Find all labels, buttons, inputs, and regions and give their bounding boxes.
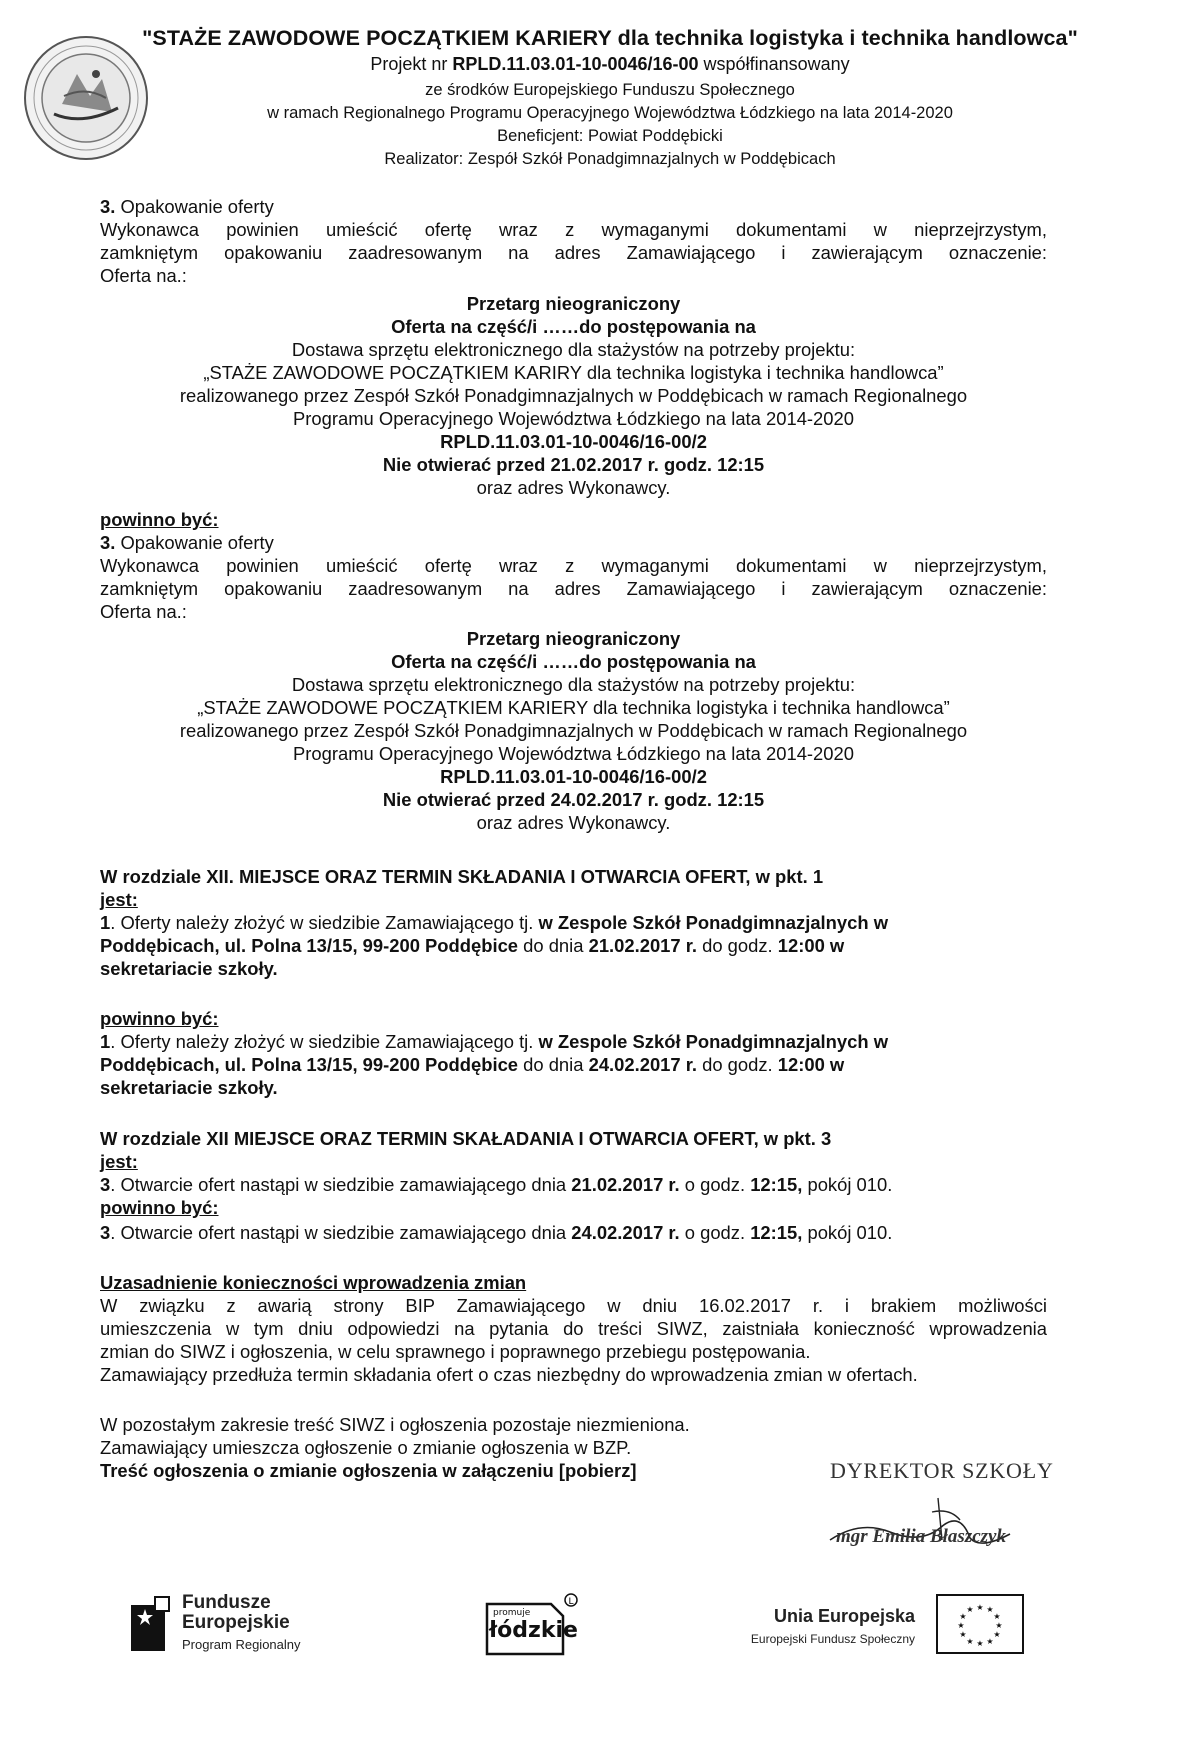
s2-heading [100, 532, 274, 555]
s1-num: 3. [100, 196, 116, 217]
s3-pb-l1 [100, 1031, 888, 1054]
s1-c1: Przetarg nieograniczony [466, 293, 681, 314]
s3-pb-l2-c: 24.02.2017 r. [588, 1054, 697, 1075]
svg-text:★: ★ [986, 1605, 994, 1614]
s3-pb-l3: sekretariacie szkoły. [100, 1077, 278, 1098]
header-line-3: w ramach Regionalnego Programu Operacyjnego Województwa Łódzkiego na lata 2014-2020 [267, 104, 953, 122]
s4-jest-e: pokój 010. [802, 1174, 893, 1195]
s1-c3: Dostawa sprzętu elektronicznego dla stażystów na potrzeby projektu: [291, 339, 856, 360]
s3-jest-l1-a: . Oferty należy złożyć w siedzibie Zamawiającego tj. [110, 912, 539, 933]
s2-heading-text: Opakowanie oferty [115, 532, 274, 553]
s3-pb-label: powinno być: [100, 1008, 219, 1029]
s1-para-l3: Oferta na.: [100, 265, 187, 286]
ue-line-1: Unia Europejska [773, 1606, 915, 1626]
s3-jest-l2-c: 21.02.2017 r. [588, 935, 697, 956]
svg-text:★: ★ [976, 1603, 984, 1612]
fe-line-1: Fundusze [182, 1592, 271, 1613]
s3-pb-l2-a: Poddębicach, ul. Polna 13/15, 99-200 Poddębice [100, 1054, 519, 1075]
header-project-number: RPLD.11.03.01-10-0046/16-00 [452, 54, 699, 74]
signature-scribble-icon [820, 1490, 1020, 1560]
s1-heading-text: Opakowanie oferty [115, 196, 274, 217]
s1-c7: RPLD.11.03.01-10-0046/16-00/2 [440, 431, 707, 452]
lodzkie-logo [485, 1592, 581, 1656]
s1-heading [100, 196, 274, 219]
fe-line-2: Europejskie [182, 1612, 290, 1633]
s2-c8: Nie otwierać przed 24.02.2017 r. godz. 12:15 [382, 789, 765, 810]
s5-l4: Zamawiający przedłuża termin składania ofert o czas niezbędny do wprowadzenia zmian w ofertach. [100, 1364, 918, 1385]
s2-c5: realizowanego przez Zespół Szkół Ponadgimnazjalnych w Poddębicach w ramach Regionalnego [179, 720, 968, 741]
s4-jest-num: 3 [100, 1174, 111, 1195]
s2-c4: „STAŻE ZAWODOWE POCZĄTKIEM KARIERY dla technika logistyka i technika handlowca” [197, 697, 950, 718]
s4-jest-a: . Otwarcie ofert nastąpi w siedzibie zamawiającego dnia [110, 1174, 572, 1195]
s1-para-l2: zamkniętym opakowaniu zaadresowanym na adres Zamawiającego i zawierającym oznaczenie: [100, 242, 1047, 263]
s1-c9: oraz adres Wykonawcy. [476, 477, 671, 498]
s2-para-l3: Oferta na.: [100, 601, 187, 622]
svg-text:★: ★ [959, 1630, 967, 1639]
s3-jest-l2-b: do dnia [518, 935, 589, 956]
s2-c7: RPLD.11.03.01-10-0046/16-00/2 [440, 766, 707, 787]
svg-text:★: ★ [957, 1621, 965, 1630]
svg-text:★: ★ [976, 1639, 984, 1648]
s3-jest-l1 [100, 912, 888, 935]
s2-c2: Oferta na część/i ……do postępowania na [391, 651, 756, 672]
s4-pb-line [100, 1222, 892, 1245]
svg-text:★: ★ [966, 1637, 974, 1646]
s1-c4: „STAŻE ZAWODOWE POCZĄTKIEM KARIRY dla technika logistyka i technika handlowca” [203, 362, 944, 383]
header-line-4: Beneficjent: Powiat Poddębicki [497, 127, 723, 145]
svg-text:★: ★ [986, 1637, 994, 1646]
lodzkie-big: łódzkie [489, 1618, 578, 1643]
fundusze-europejskie-logo-icon [125, 1595, 173, 1659]
ue-line-2: Europejski Fundusz Społeczny [750, 1632, 915, 1646]
s2-para-l2: zamkniętym opakowaniu zaadresowanym na adres Zamawiającego i zawierającym oznaczenie: [100, 578, 1047, 599]
svg-text:★: ★ [993, 1630, 1001, 1639]
header-line-5: Realizator: Zespół Szkół Ponadgimnazjalnych w Poddębicach [384, 150, 836, 168]
s3-pb-l2-b: do dnia [518, 1054, 589, 1075]
s6-l1: W pozostałym zakresie treść SIWZ i ogłoszenia pozostaje niezmieniona. [100, 1414, 690, 1435]
header-line-2: ze środków Europejskiego Funduszu Społecznego [425, 81, 795, 99]
s4-pb-e: pokój 010. [802, 1222, 893, 1243]
header-title: "STAŻE ZAWODOWE POCZĄTKIEM KARIERY dla technika logistyka i technika handlowca" [142, 26, 1078, 50]
s5-l3: zmian do SIWZ i ogłoszenia, w celu sprawnego i poprawnego przebiegu postępowania. [100, 1341, 811, 1362]
s2-c6: Programu Operacyjnego Województwa Łódzkiego na lata 2014-2020 [293, 743, 854, 764]
header-project-line [110, 54, 1110, 75]
s5-l2: umieszczenia w tym dniu odpowiedzi na pytania do treści SIWZ, zaistniała konieczność wprowadzenia [100, 1318, 1047, 1339]
s3-jest-l2 [100, 935, 844, 958]
s4-pb-c: o godz. [679, 1222, 751, 1243]
signature-name: mgr Emilia Błaszczyk [836, 1526, 1006, 1547]
s2-num: 3. [100, 532, 116, 553]
s3-jest-l2-d: do godz. [697, 935, 778, 956]
s2-c1: Przetarg nieograniczony [466, 628, 681, 649]
header-project-prefix: Projekt nr [370, 54, 453, 74]
eu-flag-icon [936, 1594, 1024, 1654]
s4-pb-num: 3 [100, 1222, 111, 1243]
s4-jest-b: 21.02.2017 r. [571, 1174, 680, 1195]
s4-pb-d: 12:15, [750, 1222, 803, 1243]
s4-jest-c: o godz. [679, 1174, 751, 1195]
s3-heading: W rozdziale XII. MIEJSCE ORAZ TERMIN SKŁADANIA I OTWARCIA OFERT, w pkt. 1 [100, 866, 824, 887]
s1-c5: realizowanego przez Zespół Szkół Ponadgimnazjalnych w Poddębicach w ramach Regionalnego [179, 385, 968, 406]
s2-para-l1: Wykonawca powinien umieścić ofertę wraz z wymaganymi dokumentami w nieprzejrzystym, [100, 555, 1047, 576]
s3-pb-l1-a: . Oferty należy złożyć w siedzibie Zamawiającego tj. [110, 1031, 539, 1052]
s1-para-l1: Wykonawca powinien umieścić ofertę wraz z wymaganymi dokumentami w nieprzejrzystym, [100, 219, 1047, 240]
svg-text:★: ★ [959, 1612, 967, 1621]
s1-c8: Nie otwierać przed 21.02.2017 r. godz. 12:15 [382, 454, 765, 475]
s5-heading: Uzasadnienie konieczności wprowadzenia zmian [100, 1272, 527, 1293]
s3-pb-num: 1 [100, 1031, 111, 1052]
s1-c6: Programu Operacyjnego Województwa Łódzkiego na lata 2014-2020 [293, 408, 854, 429]
s2-label: powinno być: [100, 509, 219, 530]
s3-jest-l2-a: Poddębicach, ul. Polna 13/15, 99-200 Poddębice [100, 935, 519, 956]
s3-jest-l2-e: 12:00 w [777, 935, 845, 956]
s3-pb-l2-d: do godz. [697, 1054, 778, 1075]
svg-text:★: ★ [995, 1621, 1003, 1630]
s3-jest-label: jest: [100, 889, 138, 910]
s4-pb-b: 24.02.2017 r. [571, 1222, 680, 1243]
s3-pb-l1-b: w Zespole Szkół Ponadgimnazjalnych w [538, 1031, 888, 1052]
s4-heading: W rozdziale XII MIEJSCE ORAZ TERMIN SKAŁADANIA I OTWARCIA OFERT, w pkt. 3 [100, 1128, 832, 1149]
s4-jest-line [100, 1174, 892, 1197]
s2-c3: Dostawa sprzętu elektronicznego dla stażystów na potrzeby projektu: [291, 674, 856, 695]
s3-jest-l1-b: w Zespole Szkół Ponadgimnazjalnych w [538, 912, 888, 933]
s3-pb-l2-e: 12:00 w [777, 1054, 845, 1075]
svg-text:★: ★ [966, 1605, 974, 1614]
s3-jest-num: 1 [100, 912, 111, 933]
header-project-suffix: współfinansowany [698, 54, 850, 74]
svg-text:★: ★ [993, 1612, 1001, 1621]
s3-jest-l3: sekretariacie szkoły. [100, 958, 278, 979]
s2-c9: oraz adres Wykonawcy. [476, 812, 671, 833]
s4-pb-a: . Otwarcie ofert nastąpi w siedzibie zamawiającego dnia [110, 1222, 572, 1243]
s6-l3: Treść ogłoszenia o zmianie ogłoszenia w załączeniu [pobierz] [100, 1460, 637, 1481]
s3-pb-l2 [100, 1054, 844, 1077]
s6-l2: Zamawiający umieszcza ogłoszenie o zmianie ogłoszenia w BZP. [100, 1437, 632, 1458]
signature-title: DYREKTOR SZKOŁY [830, 1458, 1054, 1483]
svg-text:L: L [568, 1597, 574, 1607]
s5-l1: W związku z awarią strony BIP Zamawiającego w dniu 16.02.2017 r. i brakiem możliwości [100, 1295, 1047, 1316]
lodzkie-small: promuje [493, 1608, 531, 1618]
s1-c2: Oferta na część/i ……do postępowania na [391, 316, 756, 337]
s4-jest-label: jest: [100, 1151, 138, 1172]
fe-line-3: Program Regionalny [182, 1637, 301, 1652]
s4-jest-d: 12:15, [750, 1174, 803, 1195]
s4-pb-label: powinno być: [100, 1197, 219, 1218]
